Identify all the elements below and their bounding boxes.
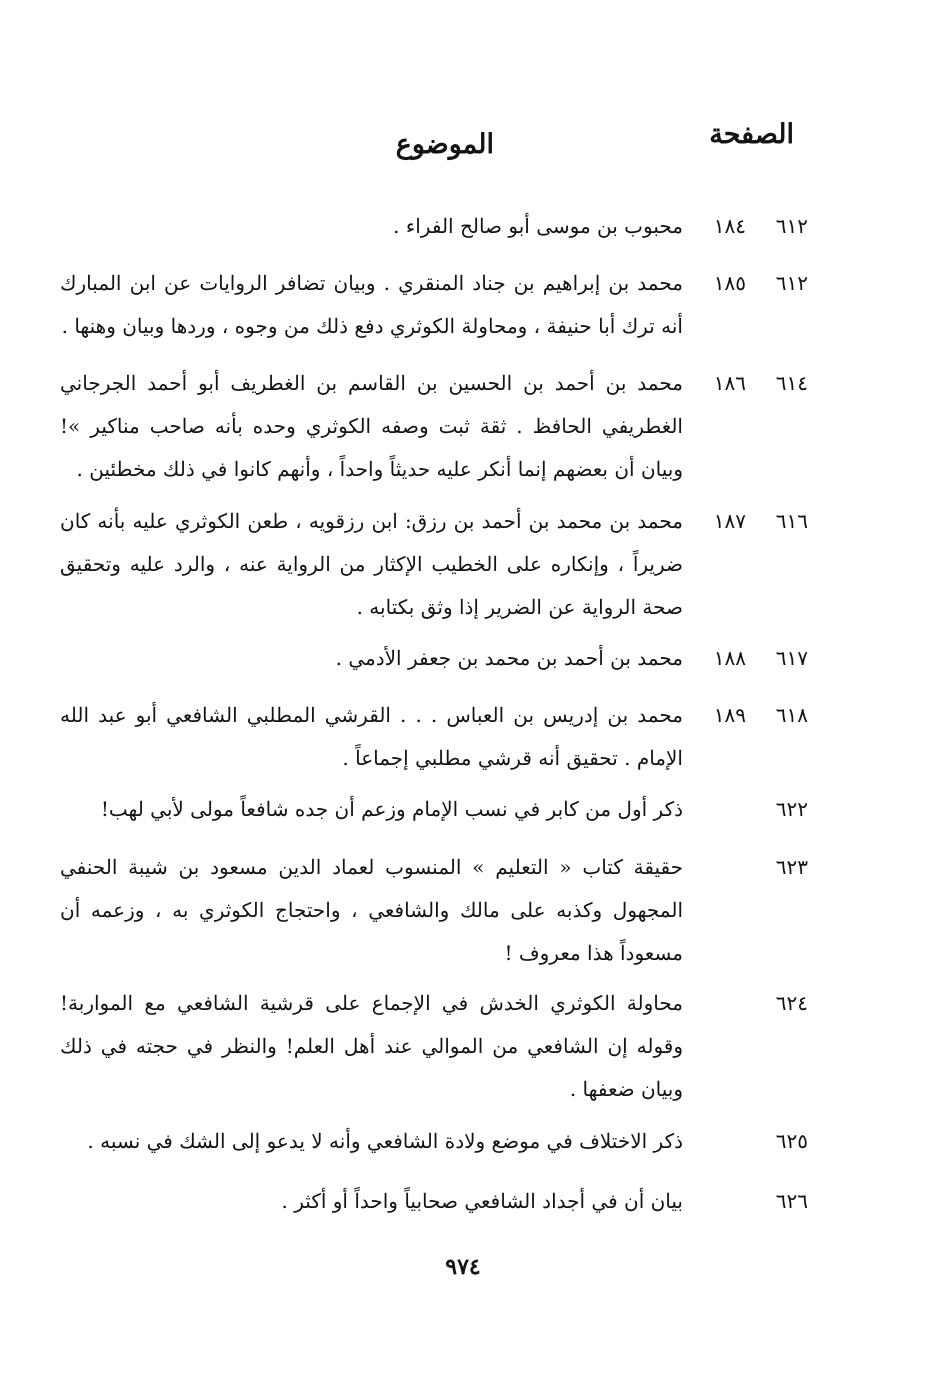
- entry-text: محاولة الكوثري الخدش في الإجماع على قرشية الشافعي مع المواربة! وقوله إن الشافعي من الموالي عند أهل العلم! والنظر في حجته في ذلك وبيان ضعفها .: [60, 991, 683, 1101]
- entry-number: ١٨٤: [713, 214, 746, 238]
- index-entry: [60, 262, 808, 348]
- entry-page-number: ٦٢٣: [775, 855, 808, 879]
- index-entry: [60, 694, 808, 780]
- entry-number: ١٨٩: [713, 703, 746, 727]
- page-column-header: الصفحة: [709, 119, 794, 150]
- entry-page-number: ٦١٨: [775, 703, 808, 727]
- entry-text: حقيقة كتاب « التعليم » المنسوب لعماد الدين مسعود بن شيبة الحنفي المجهول وكذبه على مالك والشافعي ، واحتجاج الكوثري به ، وزعمه أن مسعوداً هذا معروف !: [60, 855, 683, 965]
- entry-text: ذكر الاختلاف في موضع ولادة الشافعي وأنه لا يدعو إلى الشك في نسبه .: [87, 1129, 683, 1153]
- entry-text: محمد بن محمد بن أحمد بن رزق: ابن رزقويه ، طعن الكوثري عليه بأنه كان ضريراً ، وإنكاره على الخطيب الإكثار من الرواية عنه ، والرد عليه وتحقيق صحة الرواية عن الضرير إذا وثق بكتابه .: [60, 509, 683, 619]
- entry-page-number: ٦١٢: [775, 214, 808, 238]
- page-number: ٩٧٤: [445, 1254, 481, 1280]
- entry-number: ١٨٨: [713, 646, 746, 670]
- index-entry: [60, 205, 808, 248]
- entry-text: ذكر أول من كابر في نسب الإمام وزعم أن جده شافعاً مولى لأبي لهب!: [100, 797, 683, 821]
- index-entry: [60, 1120, 808, 1163]
- entry-number: ١٨٧: [713, 509, 746, 533]
- index-entry: [60, 982, 808, 1111]
- index-entry: [60, 637, 808, 680]
- entry-text: محمد بن أحمد بن الحسين بن القاسم بن الغطريف أبو أحمد الجرجاني الغطريفي الحافظ . ثقة ثبت وصفه الكوثري وحده بأنه صاحب مناكير »! وبيان أن بعضهم إنما أنكر عليه حديثاً واحداً ، وأنهم كانوا في ذلك مخطئين .: [60, 371, 683, 481]
- entry-page-number: ٦١٢: [775, 271, 808, 295]
- index-entry: [60, 362, 808, 491]
- index-entry: [60, 1180, 808, 1223]
- entry-text: محمد بن إدريس بن العباس . . . القرشي المطلبي الشافعي أبو عبد الله الإمام . تحقيق أنه قرشي مطلبي إجماعاً .: [60, 703, 683, 770]
- entry-text: محمد بن أحمد بن محمد بن جعفر الأدمي .: [335, 646, 683, 670]
- entry-number: ١٨٥: [713, 271, 746, 295]
- entry-number: ١٨٦: [713, 371, 746, 395]
- entry-page-number: ٦٢٤: [775, 991, 808, 1015]
- entry-text: محمد بن إبراهيم بن جناد المنقري . وبيان تضافر الروايات عن ابن المبارك أنه ترك أبا حنيفة ، ومحاولة الكوثري دفع ذلك من وجوه ، وردها وبيان وهنها .: [60, 271, 683, 338]
- index-entry: [60, 788, 808, 831]
- entry-text: بيان أن في أجداد الشافعي صحابياً واحداً أو أكثر .: [281, 1189, 683, 1213]
- entry-page-number: ٦٢٥: [775, 1129, 808, 1153]
- entry-page-number: ٦٢٦: [775, 1189, 808, 1213]
- topic-column-header: الموضوع: [395, 129, 494, 160]
- index-entry: [60, 500, 808, 629]
- entry-text: محبوب بن موسى أبو صالح الفراء .: [393, 214, 683, 238]
- index-entry: [60, 846, 808, 975]
- entry-page-number: ٦٢٢: [775, 797, 808, 821]
- entry-page-number: ٦١٤: [775, 371, 808, 395]
- entry-page-number: ٦١٦: [775, 509, 808, 533]
- entry-page-number: ٦١٧: [775, 646, 808, 670]
